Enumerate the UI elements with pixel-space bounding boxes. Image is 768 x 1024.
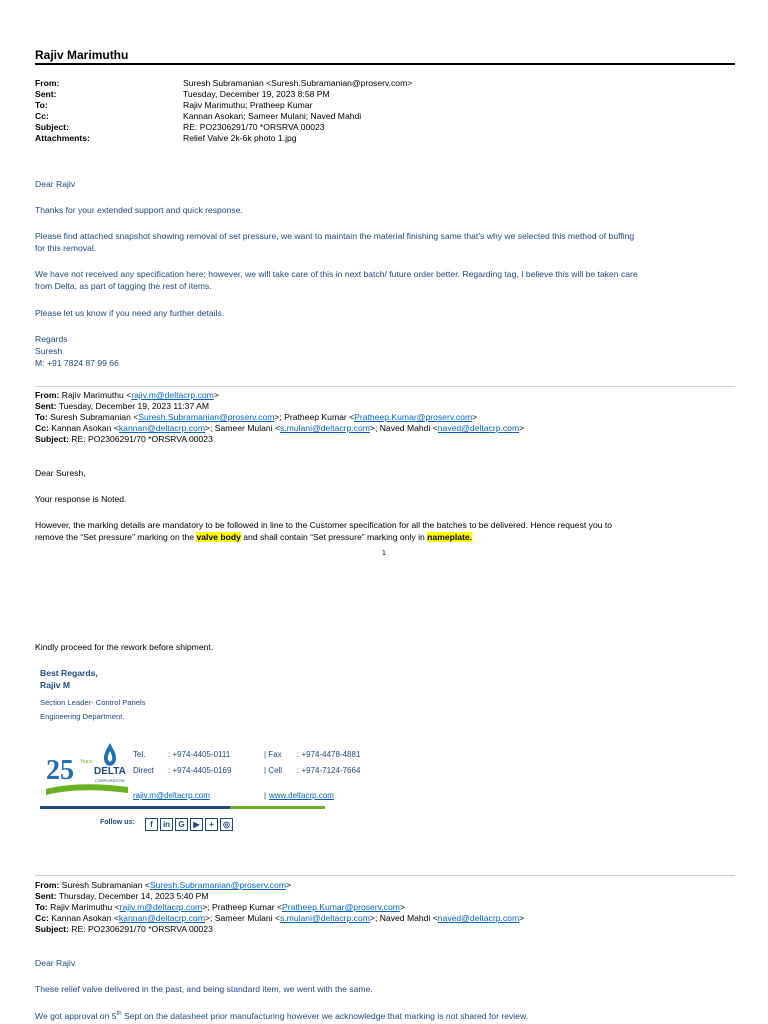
msg3-paragraph-2 bbox=[35, 1009, 528, 1022]
header-to-label: To: bbox=[35, 100, 48, 110]
msg1-greeting: Dear Rajiv bbox=[35, 179, 76, 189]
msg2-cc-3-email-link[interactable]: naved@deltacrp.com bbox=[437, 423, 520, 433]
instagram-icon[interactable]: ◎ bbox=[220, 818, 233, 831]
msg2-to-2: >; Pratheep Kumar < bbox=[274, 412, 355, 422]
msg2-cc-2: >; Sameer Mulani < bbox=[205, 423, 280, 433]
msg2-subject-label: Subject: bbox=[35, 434, 69, 444]
msg2-cc-3: >; Naved Mahdi < bbox=[369, 423, 438, 433]
header-to-value: Rajiv Marimuthu; Pratheep Kumar bbox=[183, 100, 313, 110]
google-icon[interactable]: G bbox=[175, 818, 188, 831]
msg2-to-end: > bbox=[472, 412, 478, 422]
msg2-from-line bbox=[35, 390, 219, 401]
logo-years-sup: Years bbox=[80, 759, 93, 765]
msg2-cc-1-email-link[interactable]: kannan@deltacrp.com bbox=[118, 423, 205, 433]
msg2-cc-end: > bbox=[519, 423, 525, 433]
msg2-subject-value: RE: PO2306291/70 *ORSRVA 00023 bbox=[71, 434, 213, 444]
msg2-paragraph-3: Kindly proceed for the rework before shipment. bbox=[35, 642, 214, 652]
fax-label: | Fax bbox=[264, 750, 282, 759]
msg1-paragraph-3a: We have not received any specification here; however, we will take care of this in next batch/ future order better. Regarding tag, I believe this will be taken care bbox=[35, 269, 638, 279]
delta-logo bbox=[44, 739, 130, 799]
msg3-subject-label: Subject: bbox=[35, 924, 69, 934]
msg3-sent-label: Sent: bbox=[35, 891, 57, 901]
mailbox-owner-name: Rajiv Marimuthu bbox=[35, 48, 129, 62]
msg3-cc-3: >; Naved Mahdi < bbox=[369, 913, 438, 923]
logo-delta-text: DELTA bbox=[94, 766, 126, 777]
facebook-icon[interactable]: f bbox=[145, 818, 158, 831]
msg2-p2b-text-2: and shall contain “Set pressure” marking only in bbox=[240, 532, 428, 542]
header-attachments-label: Attachments: bbox=[35, 133, 90, 143]
msg3-greeting: Dear Rajiv bbox=[35, 958, 76, 968]
msg2-to-1-email-link[interactable]: Suresh.Subramanian@proserv.com bbox=[138, 412, 275, 422]
msg3-to-2: >; Pratheep Kumar < bbox=[202, 902, 282, 912]
msg3-cc-line bbox=[35, 913, 524, 924]
signature-green-bar bbox=[230, 806, 325, 809]
msg3-sent-value: Thursday, December 14, 2023 5:40 PM bbox=[58, 891, 209, 901]
tel-label: Tel. bbox=[133, 750, 146, 759]
msg2-to-2-email-link[interactable]: Pratheep.Kumar@proserv.com bbox=[354, 412, 473, 422]
logo-years-number: 25 bbox=[46, 755, 74, 786]
website-link[interactable]: www.deltacrp.com bbox=[269, 791, 334, 800]
msg2-paragraph-2b bbox=[35, 532, 472, 543]
msg3-to-line bbox=[35, 902, 405, 913]
msg3-p2-superscript: th bbox=[116, 1011, 122, 1017]
msg2-cc-line bbox=[35, 423, 524, 434]
sig-regards: Best Regards, bbox=[40, 668, 98, 678]
sig-department: Engineering Department. bbox=[40, 712, 125, 721]
msg2-to-line bbox=[35, 412, 477, 423]
msg2-from-email-link[interactable]: rajiv.m@deltacrp.com bbox=[131, 390, 214, 400]
header-sent-value: Tuesday, December 19, 2023 8:58 PM bbox=[183, 89, 330, 99]
msg3-from-line bbox=[35, 880, 291, 891]
msg3-cc-1: Kannan Asokan < bbox=[51, 913, 119, 923]
msg2-greeting: Dear Suresh, bbox=[35, 468, 86, 478]
msg1-sign-name: Suresh bbox=[35, 346, 63, 356]
msg1-paragraph-2b: for this removal. bbox=[35, 243, 97, 253]
header-sent-label: Sent: bbox=[35, 89, 57, 99]
signature-email-link[interactable]: rajiv.m@deltacrp.com bbox=[133, 791, 210, 800]
msg3-from-end: > bbox=[286, 880, 292, 890]
cell-value: : +974-7124-7664 bbox=[297, 766, 361, 775]
msg3-cc-label: Cc: bbox=[35, 913, 49, 923]
msg2-from-end: > bbox=[213, 390, 219, 400]
msg3-from-label: From: bbox=[35, 880, 60, 890]
message-divider bbox=[35, 386, 735, 387]
msg1-paragraph-3b: from Delta, as part of tagging the rest of items. bbox=[35, 281, 212, 291]
highlight-nameplate: nameplate. bbox=[427, 532, 473, 542]
msg2-sent-value: Tuesday, December 19, 2023 11:37 AM bbox=[58, 401, 210, 411]
fax-value: : +974-4478-4881 bbox=[297, 750, 361, 759]
signature-blue-bar bbox=[40, 806, 230, 809]
msg3-sent-line bbox=[35, 891, 209, 902]
google-plus-icon[interactable]: + bbox=[205, 818, 218, 831]
msg3-paragraph-1: These relief valve delivered in the past, and being standard item, we went with the same. bbox=[35, 984, 373, 994]
linkedin-icon[interactable]: in bbox=[160, 818, 173, 831]
msg3-cc-2-email-link[interactable]: s.mulani@deltacrp.com bbox=[280, 913, 370, 923]
msg3-from-email-link[interactable]: Suresh.Subramanian@proserv.com bbox=[149, 880, 286, 890]
header-subject-label: Subject: bbox=[35, 122, 69, 132]
header-subject-value: RE: PO2306291/70 *ORSRVA 00023 bbox=[183, 122, 325, 132]
page-number: 1 bbox=[382, 550, 386, 557]
direct-label: Direct bbox=[133, 766, 154, 775]
msg2-p2b-text-1: remove the “Set pressure” marking on the bbox=[35, 532, 197, 542]
msg3-cc-end: > bbox=[519, 913, 525, 923]
msg1-sign-mobile: M: +91 7824 87 99 66 bbox=[35, 358, 119, 368]
youtube-icon[interactable]: ▶ bbox=[190, 818, 203, 831]
sig-name: Rajiv M bbox=[40, 680, 71, 690]
attachment-link[interactable]: Relief Valve 2k-6k photo 1.jpg bbox=[183, 133, 297, 143]
msg3-p2-text-2: Sept on the datasheet prior manufacturing however we acknowledge that marking is not shared for review. bbox=[121, 1010, 529, 1021]
msg2-paragraph-1: Your response is Noted. bbox=[35, 494, 127, 504]
tel-value: : +974-4405-0111 bbox=[168, 750, 231, 759]
msg2-cc-label: Cc: bbox=[35, 423, 49, 433]
msg3-to-2-email-link[interactable]: Pratheep.Kumar@proserv.com bbox=[282, 902, 400, 912]
direct-value: : +974-4405-0169 bbox=[168, 766, 232, 775]
msg3-to-1-email-link[interactable]: rajiv.m@deltacrp.com bbox=[119, 902, 203, 912]
header-cc-label: Cc: bbox=[35, 111, 49, 121]
msg2-from-name: Rajiv Marimuthu < bbox=[61, 390, 132, 400]
msg1-paragraph-2a: Please find attached snapshot showing removal of set pressure, we want to maintain the material finishing same that’s why we selected this method of buffing bbox=[35, 231, 635, 241]
msg3-subject-line bbox=[35, 924, 213, 935]
msg2-cc-1: Kannan Asokan < bbox=[51, 423, 119, 433]
msg2-subject-line bbox=[35, 434, 213, 445]
msg3-to-label: To: bbox=[35, 902, 48, 912]
msg2-to-1: Suresh Subramanian < bbox=[50, 412, 139, 422]
msg2-sent-line bbox=[35, 401, 209, 412]
msg3-p2-text-1: We got approval on 5 bbox=[35, 1010, 117, 1021]
msg2-sent-label: Sent: bbox=[35, 401, 57, 411]
msg3-subject-value: RE: PO2306291/70 *ORSRVA 00023 bbox=[71, 924, 213, 934]
header-from-value: Suresh Subramanian <Suresh.Subramanian@proserv.com> bbox=[183, 78, 413, 88]
msg1-paragraph-4: Please let us know if you need any further details. bbox=[35, 308, 225, 318]
web-separator: | bbox=[264, 791, 267, 800]
social-icons bbox=[145, 814, 235, 832]
logo-corporation-text: CORPORATION bbox=[95, 778, 125, 783]
msg2-cc-2-email-link[interactable]: s.mulani@deltacrp.com bbox=[280, 423, 370, 433]
msg3-from-name: Suresh Subramanian < bbox=[61, 880, 150, 890]
cell-label: | Cell bbox=[264, 766, 283, 775]
follow-us-label: Follow us: bbox=[100, 819, 135, 826]
msg3-cc-1-email-link[interactable]: kannan@deltacrp.com bbox=[118, 913, 205, 923]
msg3-to-end: > bbox=[399, 902, 405, 912]
msg3-cc-3-email-link[interactable]: naved@deltacrp.com bbox=[437, 913, 520, 923]
sig-title: Section Leader- Control Panels bbox=[40, 698, 146, 707]
msg3-cc-2: >; Sameer Mulani < bbox=[205, 913, 280, 923]
highlight-valve-body: valve body bbox=[196, 532, 241, 542]
header-cc-value: Kannan Asokan; Sameer Mulani; Naved Mahdi bbox=[183, 111, 362, 121]
msg3-to-1: Rajiv Marimuthu < bbox=[50, 902, 120, 912]
msg1-paragraph-1: Thanks for your extended support and quick response. bbox=[35, 205, 243, 215]
msg1-sign-regards: Regards bbox=[35, 334, 68, 344]
msg2-from-label: From: bbox=[35, 390, 60, 400]
msg2-to-label: To: bbox=[35, 412, 48, 422]
header-from-label: From: bbox=[35, 78, 60, 88]
message-divider-2 bbox=[35, 875, 735, 876]
msg2-paragraph-2a: However, the marking details are mandatory to be followed in line to the Customer specification for all the batches to be delivered. Hence request you to bbox=[35, 520, 613, 530]
header-rule bbox=[35, 63, 735, 65]
